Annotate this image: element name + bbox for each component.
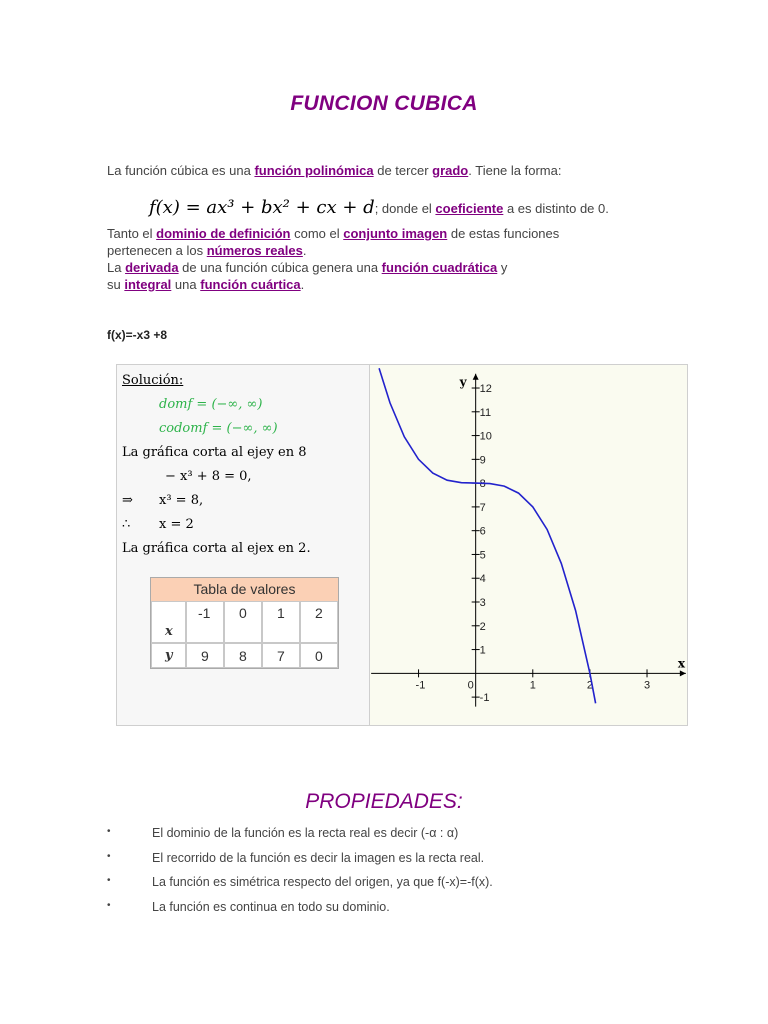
link-numeros-reales[interactable]: números reales [206, 243, 303, 258]
link-derivada[interactable]: derivada [125, 260, 179, 275]
y-tick-label: 9 [479, 454, 486, 467]
y-value: 7 [277, 648, 285, 664]
link-dominio-de-definicion[interactable]: dominio de definición [156, 226, 291, 241]
solution-heading: Solución: [122, 373, 184, 388]
x-tick-label: 0 [467, 679, 474, 692]
x-tick-label: 1 [529, 679, 536, 692]
page-title: FUNCION CUBICA [290, 92, 478, 115]
link-conjunto-imagen[interactable]: conjunto imagen [343, 226, 448, 241]
y-tick-label: 1 [479, 644, 486, 657]
intro-paragraph-3 [107, 225, 667, 293]
plot-background [370, 365, 687, 725]
y-tick-label: -1 [479, 692, 490, 705]
list-item [107, 900, 667, 925]
y-value: 0 [315, 648, 323, 664]
bullet-icon: • [107, 899, 111, 911]
bullet-icon: • [107, 826, 111, 837]
text-span: de una función cúbica genera una [178, 260, 382, 275]
text-span: ; donde el [374, 201, 436, 216]
property-text: El recorrido de la función es decir la imagen es la recta real. [152, 850, 485, 865]
example-function-label: f(x)=-x3 +8 [107, 328, 168, 342]
link-funcion-cuadratica[interactable]: función cuadrática [381, 260, 498, 275]
y-value: 8 [239, 648, 247, 664]
y-tick-label: 6 [479, 525, 486, 538]
implies-symbol: ⇒ [122, 493, 133, 508]
y-tick-label: 2 [479, 620, 486, 633]
x-value: -1 [198, 605, 211, 621]
x-tick-label: 2 [586, 679, 594, 692]
table-cell [300, 601, 338, 643]
values-table-heading: Tabla de valores [151, 578, 338, 601]
x-value: 2 [315, 605, 323, 621]
x-tick-label: 3 [644, 679, 651, 692]
x-value: 1 [277, 605, 285, 621]
table-cell-x-label [151, 601, 186, 643]
y-tick-label: 5 [479, 549, 486, 562]
bullet-icon: • [107, 875, 111, 886]
property-text: La función es simétrica respecto del origen, ya que f(-x)=-f(x). [152, 875, 493, 889]
solution-line-5: La gráfica corta al ejex en 2. [122, 541, 311, 556]
y-label: y [165, 648, 173, 663]
table-cell [224, 601, 262, 643]
link-funcion-polinomica[interactable]: función polinómica [254, 163, 374, 178]
y-tick-label: 11 [479, 406, 492, 419]
y-tick-label: 12 [479, 383, 492, 396]
bullet-icon: • [107, 850, 111, 862]
text-span: como el [290, 226, 344, 241]
graph-pane [370, 365, 687, 725]
solution-line-4: x = 2 [159, 517, 194, 532]
y-tick-label: 3 [479, 597, 486, 610]
y-tick-label: 10 [479, 430, 492, 443]
text-span: La función cúbica es una [107, 163, 255, 178]
text-span: pertenecen a los [107, 243, 207, 258]
solution-line-3: x³ = 8, [159, 493, 204, 508]
text-span: . [300, 277, 305, 292]
table-cell [262, 601, 300, 643]
codomain-line: codomf = (−∞, ∞) [159, 421, 278, 436]
y-axis-label: y [459, 374, 467, 389]
text-span: de tercer [373, 163, 433, 178]
text-span: Tanto el [107, 226, 157, 241]
y-value: 9 [201, 648, 209, 664]
text-span: La [107, 260, 126, 275]
text-span: su [107, 277, 125, 292]
property-text: El dominio de la función es la recta real es decir (-α : α) [152, 826, 459, 840]
text-span: . [302, 243, 307, 258]
link-coeficiente[interactable]: coeficiente [435, 201, 504, 216]
properties-title: PROPIEDADES: [305, 790, 463, 813]
property-text: La función es continua en todo su dominio. [152, 899, 390, 914]
table-cell-y-label [151, 643, 186, 668]
text-span: a es distinto de 0. [503, 201, 609, 216]
x-label: x [165, 624, 173, 639]
y-tick-label: 4 [479, 573, 486, 586]
solution-line-1: La gráfica corta al ejey en 8 [122, 445, 307, 460]
therefore-symbol: ∴ [122, 517, 131, 532]
properties-list [107, 826, 667, 924]
example-panel [116, 364, 688, 726]
table-cell [262, 643, 300, 668]
table-cell [186, 643, 224, 668]
domain-line: domf = (−∞, ∞) [159, 397, 263, 412]
values-table [150, 577, 339, 669]
text-span: de estas funciones [447, 226, 560, 241]
link-grado[interactable]: grado [432, 163, 469, 178]
intro-paragraph-1 [107, 162, 667, 179]
list-item [107, 851, 667, 876]
table-cell [224, 643, 262, 668]
x-tick-label: -1 [415, 679, 426, 692]
link-funcion-cuartica[interactable]: función cuártica [200, 277, 301, 292]
text-span: . Tiene la forma: [468, 163, 562, 178]
solution-pane [117, 365, 370, 725]
list-item [107, 875, 667, 900]
formula-line [107, 198, 667, 219]
table-cell [300, 643, 338, 668]
text-span: y [497, 260, 508, 275]
y-tick-label: 8 [479, 478, 486, 491]
x-axis-label: x [677, 656, 686, 671]
cubic-formula: f(x) = ax³ + bx² + cx + d [149, 197, 375, 218]
link-integral[interactable]: integral [124, 277, 172, 292]
cubic-function-graph [370, 365, 687, 725]
x-value: 0 [239, 605, 247, 621]
list-item [107, 826, 667, 851]
solution-line-2: − x³ + 8 = 0, [165, 469, 252, 484]
table-cell [186, 601, 224, 643]
y-tick-label: 7 [479, 501, 486, 514]
text-span: una [171, 277, 201, 292]
